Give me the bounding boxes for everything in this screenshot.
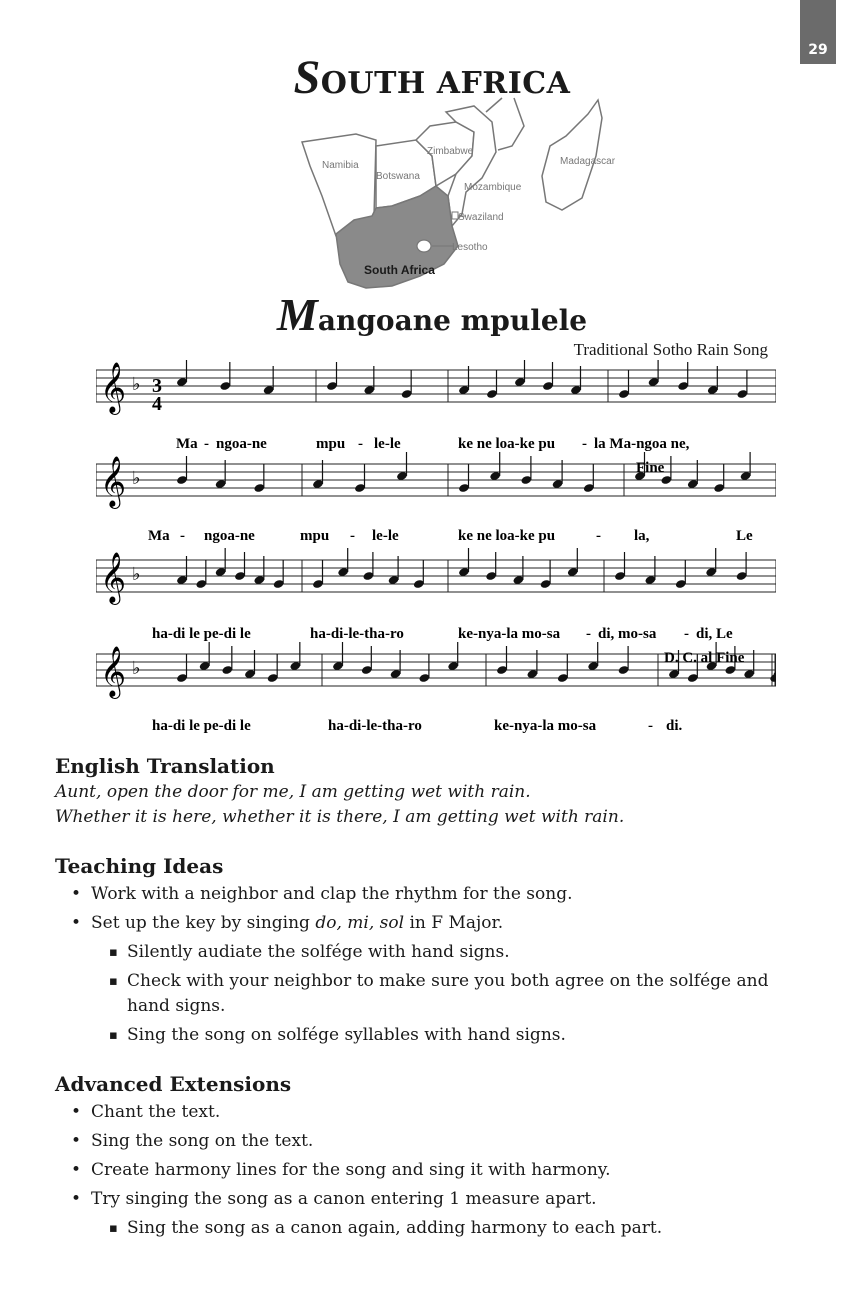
advanced-extensions-section — [55, 1070, 815, 1245]
map-label-botswana: Botswana — [376, 171, 420, 182]
list-item — [55, 1023, 815, 1048]
map-label-south-africa: South Africa — [364, 263, 435, 277]
map-region-lesotho — [417, 240, 431, 252]
teaching-heading: Teaching Ideas — [55, 854, 224, 878]
map-label-zimbabwe: Zimbabwe — [427, 146, 474, 157]
map-label-madagascar: Madagascar — [560, 156, 616, 167]
southern-africa-map — [296, 96, 636, 292]
list-item-text: Work with a neighbor and clap the rhythm for the song. — [91, 884, 573, 904]
lyric: le-le — [374, 436, 401, 452]
lyric: di, mo-sa — [598, 626, 657, 642]
country-title-initial: S — [293, 51, 321, 104]
list-item-text: Set up the key by singing — [91, 913, 310, 933]
lyric: ha-di le pe-di le — [152, 718, 251, 734]
lyric: ke-nya-la mo-sa — [494, 718, 597, 734]
list-item-text: Try singing the song as a canon entering 1 measure apart. — [91, 1189, 597, 1209]
list-item-text: Silently audiate the solfége with hand signs. — [127, 942, 510, 962]
song-title — [0, 288, 864, 341]
lyric: ha-di le pe-di le — [152, 626, 251, 642]
lyric: - — [204, 436, 209, 452]
key-signature-flat: ♭ — [132, 468, 141, 488]
map-label-mozambique: Mozambique — [464, 182, 522, 193]
list-item — [55, 969, 815, 1019]
lyric: mpu — [300, 528, 330, 544]
lyric: - — [180, 528, 185, 544]
lyric: Ma — [148, 528, 170, 544]
list-item — [55, 1100, 815, 1125]
fine-marking: Fine — [636, 460, 665, 476]
lyric: Ma — [176, 436, 198, 452]
song-subtitle: Traditional Sotho Rain Song — [573, 340, 768, 359]
key-suffix: in F Major. — [409, 913, 504, 933]
translation-line: Whether it is here, whether it is there, I am getting wet with rain. — [55, 807, 625, 827]
lyric: - — [648, 718, 653, 734]
english-translation-section — [55, 752, 815, 830]
teaching-list — [55, 882, 815, 1048]
list-item-text: Create harmony lines for the song and sing it with harmony. — [91, 1160, 611, 1180]
lyric: - — [358, 436, 363, 452]
dc-marking: D. C. al Fine — [664, 650, 745, 666]
list-item-text: Sing the song on solfége syllables with hand signs. — [127, 1025, 566, 1045]
lyric: ke ne loa-ke pu — [458, 436, 556, 452]
map-label-lesotho: Lesotho — [452, 242, 488, 253]
teaching-ideas-section — [55, 852, 815, 1052]
lyric: - — [582, 436, 587, 452]
lyric: ngoa-ne — [216, 436, 267, 452]
lyric: ke-nya-la mo-sa — [458, 626, 561, 642]
lyric: ke ne loa-ke pu — [458, 528, 556, 544]
staff-lines — [96, 363, 776, 699]
treble-clef: 𝄞 — [100, 457, 127, 506]
list-item — [55, 940, 815, 965]
country-title-rest: OUTH AFRICA — [320, 66, 571, 101]
lyric: la, — [634, 528, 650, 544]
list-item — [55, 1158, 815, 1183]
list-item — [55, 1216, 815, 1241]
map-label-swaziland: Swaziland — [458, 212, 504, 223]
page-number: 29 — [808, 42, 828, 58]
lyric: - — [596, 528, 601, 544]
lyric: di, Le — [696, 626, 733, 642]
translation-heading: English Translation — [55, 754, 275, 778]
map-region-madagascar — [542, 100, 602, 210]
lyric: mpu — [316, 436, 346, 452]
time-signature-bottom: 4 — [152, 393, 162, 415]
translation-line: Aunt, open the door for me, I am getting wet with rain. — [55, 782, 531, 802]
key-syllables: do, mi, sol — [315, 913, 405, 933]
key-signature-flat: ♭ — [132, 374, 141, 394]
list-item — [55, 1187, 815, 1212]
advanced-list — [55, 1100, 815, 1241]
lyric: la Ma-ngoa ne, — [594, 436, 690, 452]
treble-clef: 𝄞 — [100, 363, 127, 412]
list-item-text: Check with your neighbor to make sure you both agree on the solfége and hand signs. — [127, 971, 769, 1016]
list-item — [55, 882, 815, 907]
list-item — [55, 1129, 815, 1154]
list-item — [55, 911, 815, 936]
time-signature-top: 3 — [152, 375, 162, 397]
music-score — [96, 360, 776, 740]
lyric: - — [684, 626, 689, 642]
key-signature-flat: ♭ — [132, 564, 141, 584]
lyric: ngoa-ne — [204, 528, 255, 544]
list-item-text: Sing the song as a canon again, adding harmony to each part. — [127, 1218, 663, 1238]
lyric: ha-di-le-tha-ro — [310, 626, 404, 642]
treble-clef: 𝄞 — [100, 647, 127, 696]
treble-clef: 𝄞 — [100, 553, 127, 602]
lyric: le-le — [372, 528, 399, 544]
list-item-text: Sing the song on the text. — [91, 1131, 314, 1151]
lyric: Le — [736, 528, 753, 544]
song-title-rest: angoane mpulele — [317, 304, 588, 337]
lyric: - — [350, 528, 355, 544]
map-label-namibia: Namibia — [322, 160, 359, 171]
list-item-text: Chant the text. — [91, 1102, 221, 1122]
lyric: - — [586, 626, 591, 642]
lyric: di. — [666, 718, 683, 734]
key-signature-flat: ♭ — [132, 658, 141, 678]
song-title-initial: M — [276, 289, 318, 340]
advanced-heading: Advanced Extensions — [55, 1072, 292, 1096]
lyric: ha-di-le-tha-ro — [328, 718, 422, 734]
